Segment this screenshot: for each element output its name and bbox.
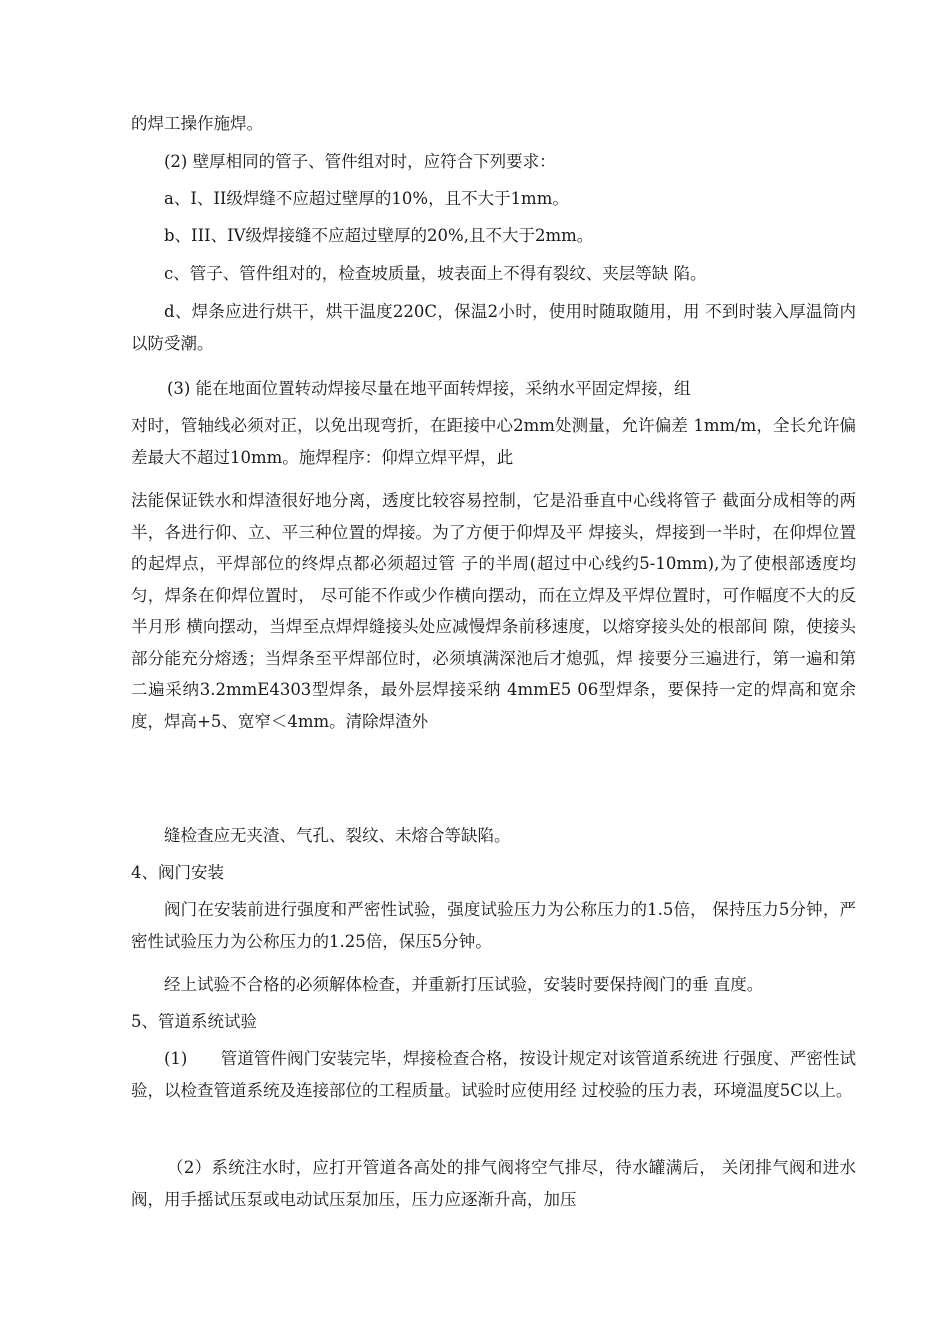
paragraph-wall-thickness-heading: (2) 壁厚相同的管子、管件组对时，应符合下列要求： — [164, 152, 556, 171]
heading-valve-installation: 4、阀门安装 — [131, 863, 224, 882]
paragraph-item-d: d、焊条应进行烘干，烘干温度220C，保温2小时，使用时随取随用，用 不到时装入厚温筒内以防受潮。 — [131, 302, 856, 353]
paragraph-valve-test: 阀门在安装前进行强度和严密性试验，强度试验压力为公称压力的1.5倍， 保持压力5分钟，严密性试验压力为公称压力的1.25倍，保压5分钟。 — [131, 900, 856, 951]
paragraph-welding-method: 法能保证铁水和焊渣很好地分离，透度比较容易控制，它是沿垂直中心线将管子 截面分成相等的两半，各进行仰、立、平三种位置的焊接。为了方便于仰焊及平 焊接头，焊接到一半时，在仰焊位置的起焊点，平焊部位的终焊点都必须超过管 子的半周(超过中心线约5-10mm),为了使根部透度均匀，焊条在仰焊位置时， 尽可能不作或少作横向摆动，而在立焊及平焊位置时，可作幅度不大的反半月形 横向摆动，当焊至点焊焊缝接头处应减慢焊条前移速度，以熔穿接头处的根部间 隙，使接头部分能充分熔透；当焊条至平焊部位时，必须填满深池后才熄弧，焊 接要分三遍进行，第一遍和第二遍采纳3.2mmE4303型焊条，最外层焊接采纳 4mmE5 06型焊条，要保持一定的焊高和宽余度，焊高+5、宽窄＜4mm。清除焊渣外 — [131, 491, 856, 731]
paragraph-item-b: b、III、IV级焊接缝不应超过壁厚的20%,且不大于2mm。 — [164, 226, 594, 245]
paragraph-seam-inspection: 缝检查应无夹渣、气孔、裂纹、未熔合等缺陷。 — [164, 826, 511, 845]
heading-pipeline-test: 5、管道系统试验 — [131, 1012, 257, 1031]
paragraph-pipeline-test-1: (1) 管道管件阀门安装完毕，焊接检查合格，按设计规定对该管道系统进 行强度、严密性试验，以检查管道系统及连接部位的工程质量。试验时应使用经 过校验的压力表，环境温度5C以上。 — [131, 1049, 856, 1100]
paragraph-item-c: c、管子、管件组对的，检查坡质量，坡表面上不得有裂纹、夹层等缺 陷。 — [164, 264, 707, 283]
paragraph-valve-retest: 经上试验不合格的必须解体检查，并重新打压试验，安装时要保持阀门的垂 直度。 — [164, 975, 764, 994]
paragraph-alignment: 对时，管轴线必须对正，以免出现弯折，在距接中心2mm处测量，允许偏差 1mm/m，全长允许偏差最大不超过10mm。施焊程序：仰焊立焊平焊，此 — [131, 416, 856, 467]
paragraph-pipeline-test-2: （2）系统注水时，应打开管道各高处的排气阀将空气排尽，待水罐满后， 关闭排气阀和进水阀，用手摇试压泵或电动试压泵加压，压力应逐渐升高，加压 — [131, 1158, 856, 1209]
paragraph-section-3-start: (3) 能在地面位置转动焊接尽量在地平面转焊接，采纳水平固定焊接，组 — [167, 379, 691, 398]
paragraph-weld-operator: 的焊工操作施焊。 — [131, 114, 263, 133]
paragraph-item-a: a、I、II级焊缝不应超过壁厚的10%，且不大于1mm。 — [164, 189, 569, 208]
